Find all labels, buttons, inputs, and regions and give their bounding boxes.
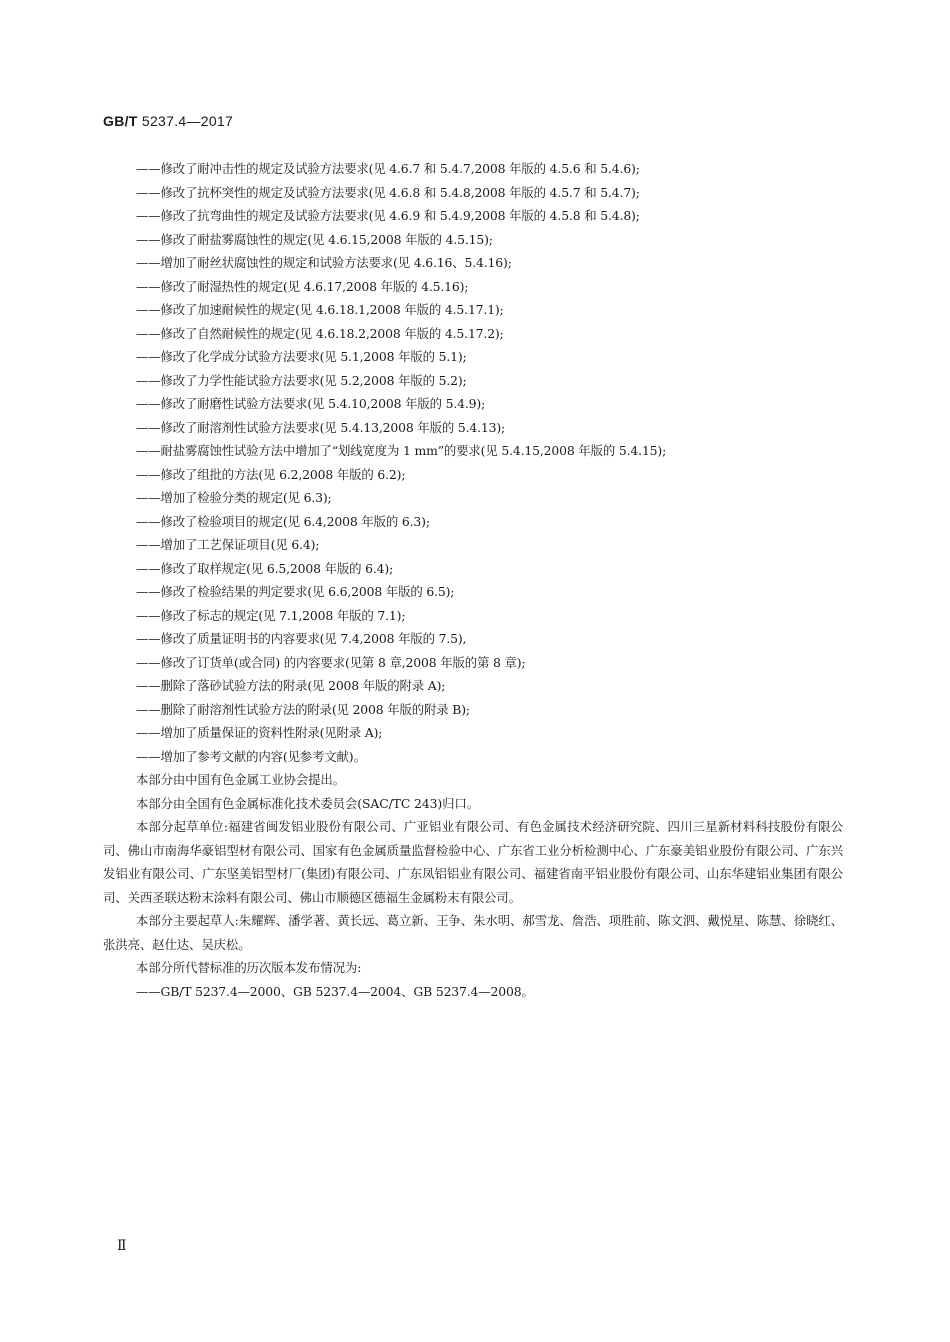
standard-code-number: 5237.4—2017 xyxy=(141,113,234,129)
history-item: ——GB/T 5237.4—2000、GB 5237.4—2004、GB 5237.4—2008。 xyxy=(136,983,534,999)
change-item: ——耐盐雾腐蚀性试验方法中增加了“划线宽度为 1 mm”的要求(见 5.4.15,2008 年版的 5.4.15); xyxy=(136,443,667,458)
change-item: ——删除了耐溶剂性试验方法的附录(见 2008 年版的附录 B); xyxy=(136,701,470,717)
change-item: ——修改了耐盐雾腐蚀性的规定(见 4.6.15,2008 年版的 4.5.15); xyxy=(136,231,493,247)
change-item: ——修改了耐冲击性的规定及试验方法要求(见 4.6.7 和 5.4.7,2008 年版的 4.5.6 和 5.4.6); xyxy=(136,161,640,176)
change-item: ——修改了检验结果的判定要求(见 6.6,2008 年版的 6.5); xyxy=(136,584,455,599)
change-item: ——增加了耐丝状腐蚀性的规定和试验方法要求(见 4.6.16、5.4.16); xyxy=(136,255,512,270)
change-item: ——修改了加速耐候性的规定(见 4.6.18.1,2008 年版的 4.5.17.1); xyxy=(136,302,504,317)
page-number: Ⅱ xyxy=(117,1238,127,1254)
foreword-body xyxy=(103,157,843,1003)
change-item: ——修改了订货单(或合同) 的内容要求(见第 8 章,2008 年版的第 8 章); xyxy=(136,654,526,670)
change-item: ——增加了工艺保证项目(见 6.4); xyxy=(136,537,320,552)
change-item: ——修改了耐溶剂性试验方法要求(见 5.4.13,2008 年版的 5.4.13); xyxy=(136,419,506,435)
proposed-by-paragraph: 本部分由中国有色金属工业协会提出。 xyxy=(136,772,345,787)
standard-code-prefix: GB/T xyxy=(103,113,138,129)
change-item: ——修改了组批的方法(见 6.2,2008 年版的 6.2); xyxy=(136,466,406,482)
change-item: ——修改了自然耐候性的规定(见 4.6.18.2,2008 年版的 4.5.17.2); xyxy=(136,325,504,341)
change-item: ——修改了力学性能试验方法要求(见 5.2,2008 年版的 5.2); xyxy=(136,372,467,388)
document-header xyxy=(103,113,233,129)
change-item: ——修改了抗弯曲性的规定及试验方法要求(见 4.6.9 和 5.4.9,2008 年版的 4.5.8 和 5.4.8); xyxy=(136,208,640,223)
change-item: ——修改了耐湿热性的规定(见 4.6.17,2008 年版的 4.5.16); xyxy=(136,278,469,294)
drafters-paragraph: 本部分主要起草人:朱耀辉、潘学著、黄长远、葛立新、王争、朱水明、郝雪龙、詹浩、项胜前、陈文泗、戴悦星、陈慧、徐晓红、张洪亮、赵仕达、吴庆松。 xyxy=(103,913,843,952)
change-item: ——增加了质量保证的资料性附录(见附录 A); xyxy=(136,725,383,740)
change-item: ——修改了质量证明书的内容要求(见 7.4,2008 年版的 7.5), xyxy=(136,631,467,646)
history-intro-paragraph: 本部分所代替标准的历次版本发布情况为: xyxy=(136,960,362,975)
change-item: ——增加了检验分类的规定(见 6.3); xyxy=(136,490,332,505)
change-item: ——修改了检验项目的规定(见 6.4,2008 年版的 6.3); xyxy=(136,513,430,529)
change-item: ——修改了抗杯突性的规定及试验方法要求(见 4.6.8 和 5.4.8,2008 年版的 4.5.7 和 5.4.7); xyxy=(136,184,640,200)
drafting-units-paragraph: 本部分起草单位:福建省闽发铝业股份有限公司、广亚铝业有限公司、有色金属技术经济研究院、四川三星新材料科技股份有限公司、佛山市南海华豪铝型材有限公司、国家有色金属质量监督检验中心、广东省工业分析检测中心、广东豪美铝业股份有限公司、广东兴发铝业有限公司、广东坚美铝型材厂(集团)有限公司、广东凤铝铝业有限公司、福建省南平铝业股份有限公司、山东华建铝业集团有限公司、关西圣联达粉末涂料有限公司、佛山市顺德区德福生金属粉末有限公司。 xyxy=(103,819,843,905)
change-item: ——增加了参考文献的内容(见参考文献)。 xyxy=(136,748,366,764)
change-item: ——修改了标志的规定(见 7.1,2008 年版的 7.1); xyxy=(136,607,406,623)
change-item: ——修改了取样规定(见 6.5,2008 年版的 6.4); xyxy=(136,560,394,576)
change-item: ——删除了落砂试验方法的附录(见 2008 年版的附录 A); xyxy=(136,678,446,693)
managed-by-paragraph: 本部分由全国有色金属标准化技术委员会(SAC/TC 243)归口。 xyxy=(136,795,479,811)
change-item: ——修改了耐磨性试验方法要求(见 5.4.10,2008 年版的 5.4.9); xyxy=(136,396,486,411)
change-item: ——修改了化学成分试验方法要求(见 5.1,2008 年版的 5.1); xyxy=(136,349,467,364)
